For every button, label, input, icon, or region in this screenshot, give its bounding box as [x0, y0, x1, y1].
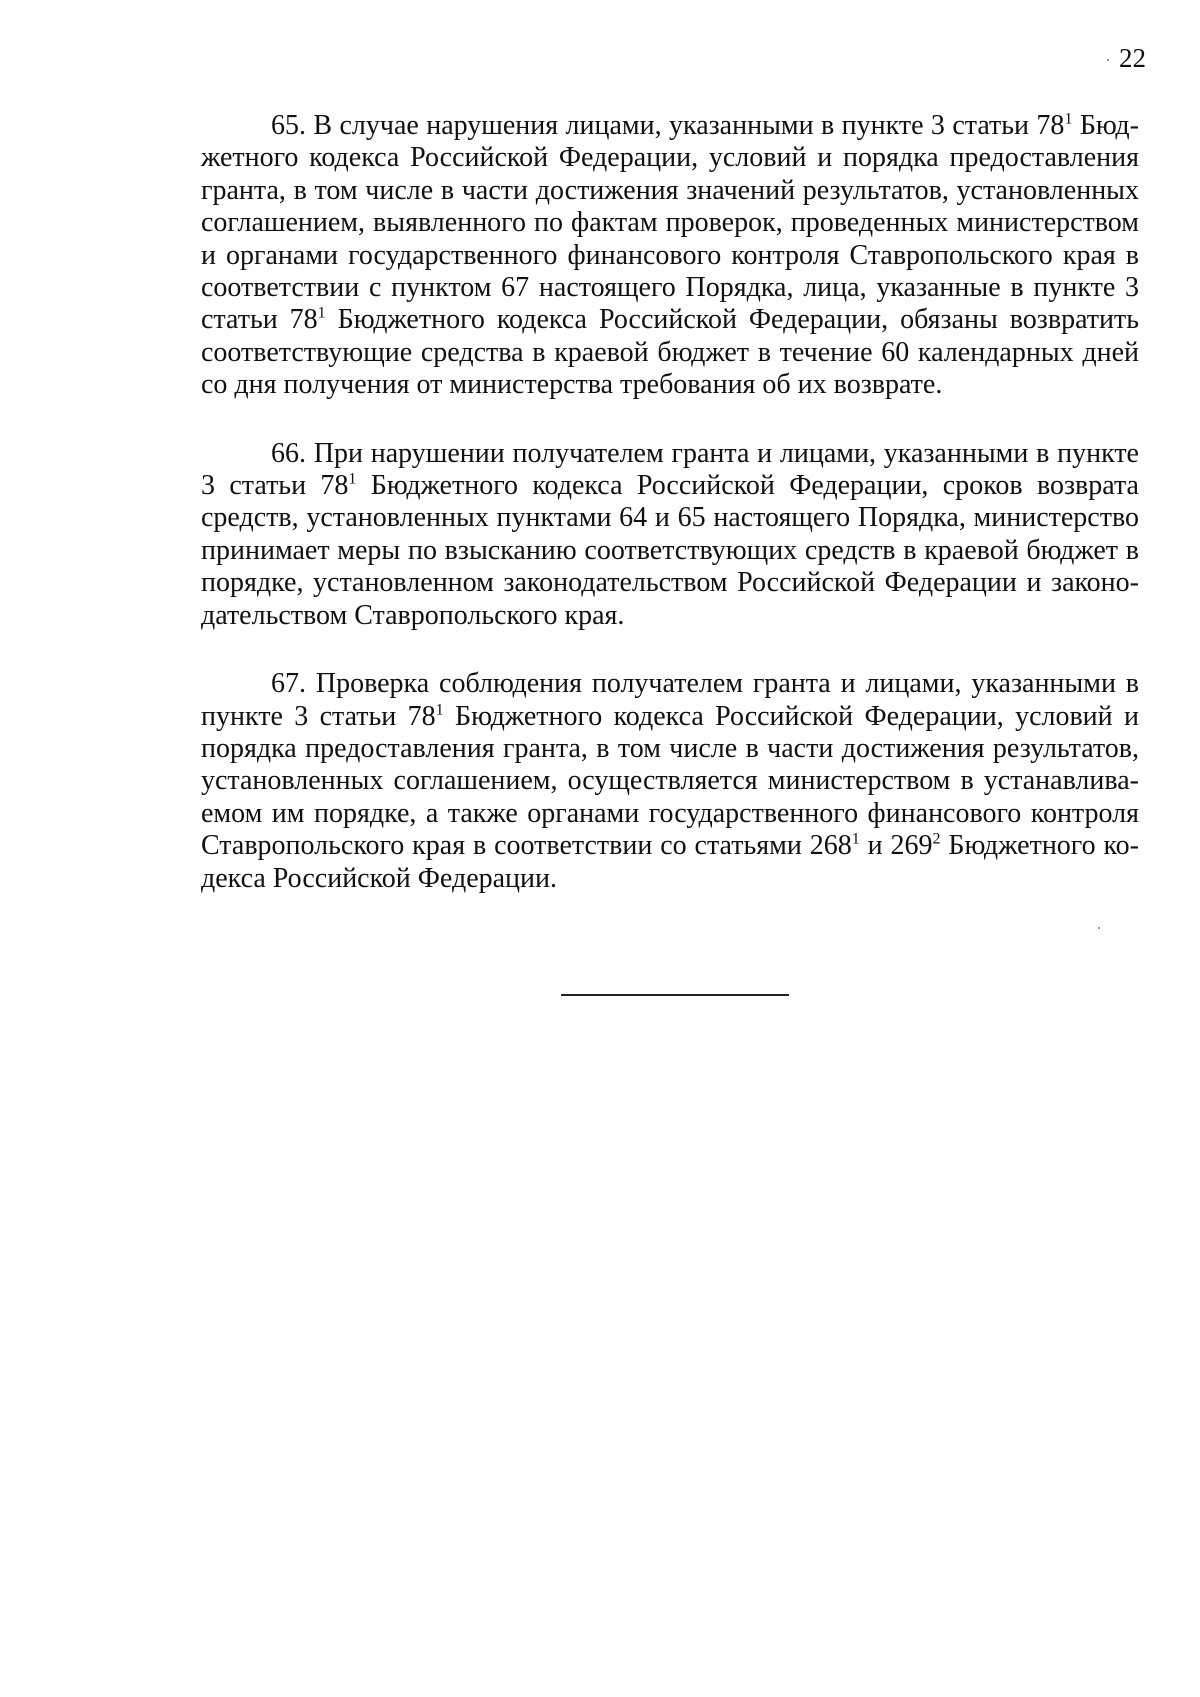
superscript-index: 1 [1064, 110, 1073, 128]
superscript-index: 2 [932, 830, 941, 848]
text-run: 65. В случае нарушения лицами, указанными в пункте 3 статьи 78 [271, 110, 1065, 141]
end-of-text-rule [561, 994, 789, 996]
text-run: 66. При нарушении получателем гранта и лицами, указанными в пункте 3 статьи 78 [201, 437, 1139, 502]
scan-speck [1107, 59, 1109, 61]
document-body [201, 110, 1139, 931]
superscript-index: 1 [851, 830, 860, 848]
scan-speck [1098, 927, 1100, 929]
text-run: Бюджетного кодекса Российской Федерации. [201, 830, 1139, 894]
superscript-index: 1 [317, 305, 326, 323]
text-run: Бюджетного кодекса Российской Федерации, условий и порядка предоставления гранта, в том числе в части достижения значений результатов, установленных соглашением, выявленного по фактам проверок, проведенных министерством и органами государственного финансового контроля Ставропольского края в соответствии с пунктом 67 настоящего Порядка, лица, указанные в пункте 3 статьи 78 [201, 110, 1139, 336]
page-number: 22 [1119, 43, 1146, 73]
superscript-index: 1 [348, 470, 357, 488]
paragraph-67 [201, 668, 1139, 895]
text-run: и 269 [859, 830, 933, 862]
paragraph-65 [201, 110, 1139, 402]
superscript-index: 1 [435, 701, 444, 719]
text-run: 67. Проверка соблюдения получателем гранта и лицами, указанными в пункте 3 статьи 78 [201, 668, 1139, 732]
paragraph-66 [201, 438, 1139, 632]
text-run: Бюджетного кодекса Российской Федерации, сроков возврата средств, установленных пунктами 64 и 65 настоящего Порядка, министерство принимает меры по взысканию соответствующих средств в краевой бюджет в порядке, установленном законодательством Российской Федерации и законодательством Ставропольского края. [201, 470, 1139, 631]
text-run: Бюджетного кодекса Российской Федерации, условий и порядка предоставления гранта, в том числе в части достижения результатов, установленных соглашением, осуществляется министерством в устанавливаемом им порядке, а также органами государственного финансового контроля Ставропольского края в соответствии со статьями 268 [201, 700, 1139, 862]
text-run: Бюджетного кодекса Российской Федерации, обязаны возвратить соответствующие средства в краевой бюджет в течение 60 календарных дней со дня получения от министерства требования об их возврате. [201, 304, 1140, 401]
